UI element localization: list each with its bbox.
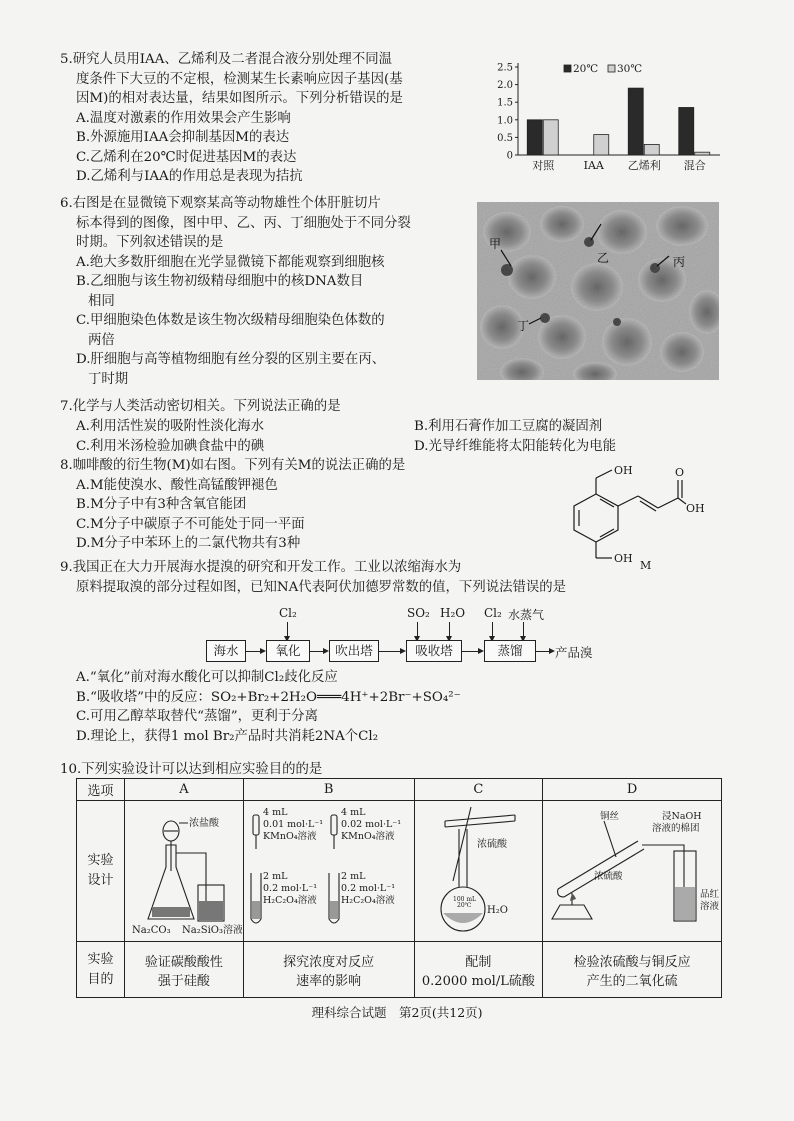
bar-20℃-对照 xyxy=(527,120,542,155)
bar-30℃-混合 xyxy=(695,152,710,155)
flow-input-steam: 水蒸气 xyxy=(508,608,545,622)
table-header-option: 选项 xyxy=(77,779,125,801)
q6-option-c: C.甲细胞染色体数是该生物次级精母细胞染色体数的 xyxy=(76,313,385,328)
svg-text:浓硫酸: 浓硫酸 xyxy=(477,839,508,850)
q7-stem: 7.化学与人类活动密切相关。下列说法正确的是 xyxy=(60,399,341,414)
row-label-design: 实验设计 xyxy=(77,801,125,942)
experiment-table xyxy=(76,778,722,998)
category-label: 混合 xyxy=(683,159,706,172)
svg-text:铜丝: 铜丝 xyxy=(600,811,620,822)
q9-option-d: D.理论上，获得1 mol Br₂产品时共消耗2NA个Cl₂ xyxy=(76,728,379,744)
q6-stem-line: 标本得到的图像，图中甲、乙、丙、丁细胞处于不同分裂 xyxy=(76,215,411,231)
row-label-purpose: 实验目的 xyxy=(77,942,125,998)
q5-stem-line: 因M)的相对表达量，结果如图所示。下列分析错误的是 xyxy=(76,91,403,106)
legend-swatch xyxy=(608,65,615,72)
cell-label-bing: 丙 xyxy=(673,255,686,269)
svg-text:浸NaOH: 浸NaOH xyxy=(662,811,702,822)
q6-stem-line: 时期。下列叙述错误的是 xyxy=(76,235,224,250)
y-tick-label: 0.5 xyxy=(497,132,513,144)
category-label: 对照 xyxy=(532,159,555,172)
apparatus-d xyxy=(544,801,720,937)
flow-product: 产品溴 xyxy=(555,645,593,660)
q5-stem-line: 度条件下大豆的不定根，检测某生长素响应因子基因(基 xyxy=(76,71,403,87)
struct-oh-bottom: OH xyxy=(614,552,633,565)
molecule-m-structure xyxy=(560,462,730,572)
reagent-label: 2 mL xyxy=(340,871,366,882)
reagent-label: 0.2 mol·L⁻¹ xyxy=(340,883,395,894)
svg-text:Na₂CO₃: Na₂CO₃ xyxy=(131,925,171,936)
q10-stem: 10.下列实验设计可以达到相应实验目的的是 xyxy=(60,762,323,777)
y-tick-label: 2.5 xyxy=(497,62,513,74)
svg-text:溶液: 溶液 xyxy=(700,901,720,912)
svg-text:100 mL: 100 mL xyxy=(453,896,477,903)
table-header-c: C xyxy=(414,779,543,801)
question-9 xyxy=(60,558,760,597)
struct-oh-acid: OH xyxy=(686,502,705,515)
category-label: 乙烯利 xyxy=(627,159,661,172)
reagent-label: KMnO₄溶液 xyxy=(262,831,317,842)
chart-ticks xyxy=(497,63,518,162)
q6-option-d: D.肝细胞与高等植物细胞有丝分裂的区别主要在丙、 xyxy=(76,352,386,367)
flow-input-cl2-2: Cl₂ xyxy=(484,606,502,620)
q5-option-c: C.乙烯利在20℃时促进基因M的表达 xyxy=(76,149,297,165)
design-c xyxy=(414,801,543,942)
reagent-label: 2 mL xyxy=(262,871,288,882)
question-6 xyxy=(60,194,480,389)
question-8 xyxy=(60,456,540,554)
struct-o: O xyxy=(675,466,685,479)
flow-input-h2o: H₂O xyxy=(440,606,466,620)
purpose-c: 配制 0.2000 mol/L硫酸 xyxy=(414,942,543,998)
q6-option-b: B.乙细胞与该生物初级精母细胞中的核DNA数目 xyxy=(76,274,364,289)
legend-label: 20℃ xyxy=(573,63,599,75)
svg-text:品红: 品红 xyxy=(700,889,720,900)
bar-20℃-混合 xyxy=(679,107,694,155)
table-header-d: D xyxy=(543,779,722,801)
q8-option-a: A.M能使溴水、酸性高锰酸钾褪色 xyxy=(76,477,278,493)
svg-text:浓盐酸: 浓盐酸 xyxy=(188,818,219,829)
q6-option-c-cont: 两倍 xyxy=(88,332,115,348)
flow-box-distillation: 蒸馏 xyxy=(484,640,536,662)
legend-swatch xyxy=(564,65,571,72)
question-5 xyxy=(60,50,480,187)
q6-stem-line: 6.右图是在显微镜下观察某高等动物雄性个体肝脏切片 xyxy=(60,196,381,211)
flow-box-seawater: 海水 xyxy=(206,640,246,662)
reagent-label: 0.01 mol·L⁻¹ xyxy=(262,819,323,830)
q6-option-b-cont: 相同 xyxy=(88,293,115,309)
q5-option-b: B.外源施用IAA会抑制基因M的表达 xyxy=(76,130,290,145)
design-a xyxy=(125,801,244,942)
svg-text:浓硫酸: 浓硫酸 xyxy=(594,871,623,882)
expression-bar-chart xyxy=(488,55,723,180)
reagent-label: H₂C₂O₄溶液 xyxy=(340,895,395,906)
category-label: IAA xyxy=(583,159,604,172)
q8-stem: 8.咖啡酸的衍生物(M)如右图。下列有关M的说法正确的是 xyxy=(60,458,406,473)
y-tick-label: 2.0 xyxy=(497,80,513,92)
micrograph-image xyxy=(477,202,719,380)
cell-label-yi: 乙 xyxy=(597,251,610,265)
purpose-b: 探究浓度对反应 速率的影响 xyxy=(243,942,414,998)
bar-30℃-对照 xyxy=(543,120,558,155)
struct-oh-top: OH xyxy=(614,464,633,477)
q7-option-b: B.利用石膏作加工豆腐的凝固剂 xyxy=(414,419,603,434)
reagent-label: 0.02 mol·L⁻¹ xyxy=(340,819,401,830)
q7-option-a: A.利用活性炭的吸附性淡化海水 xyxy=(76,419,265,434)
struct-name: M xyxy=(640,559,652,572)
question-9-options xyxy=(76,668,756,746)
table-header-b: B xyxy=(243,779,414,801)
chart-legend xyxy=(564,63,642,75)
svg-text:Na₂SiO₃溶液: Na₂SiO₃溶液 xyxy=(181,925,242,936)
apparatus-b xyxy=(245,801,413,937)
purpose-a: 验证碳酸酸性 强于硅酸 xyxy=(125,942,244,998)
y-tick-label: 0 xyxy=(506,150,513,162)
y-tick-label: 1.0 xyxy=(497,115,513,127)
q9-stem-line: 9.我国正在大力开展海水提溴的研究和开发工作。工业以浓缩海水为 xyxy=(60,560,462,575)
cell-label-ding: 丁 xyxy=(517,319,530,333)
reagent-label: KMnO₄溶液 xyxy=(340,831,395,842)
svg-text:溶液的棉团: 溶液的棉团 xyxy=(652,823,700,834)
reagent-label: 0.2 mol·L⁻¹ xyxy=(262,883,317,894)
q7-option-c: C.利用米汤检验加碘食盐中的碘 xyxy=(76,439,265,454)
reagent-label: 4 mL xyxy=(262,807,288,818)
q9-option-b: B.“吸收塔”中的反应：SO₂+Br₂+2H₂O═══4H⁺+2Br⁻+SO₄²⁻ xyxy=(76,689,461,705)
q7-option-d: D.光导纤维能将太阳能转化为电能 xyxy=(414,439,616,454)
q5-option-a: A.温度对激素的作用效果会产生影响 xyxy=(76,110,291,126)
page-footer: 理科综合试题 第2页(共12页) xyxy=(311,1005,483,1020)
q5-option-d: D.乙烯利与IAA的作用总是表现为拮抗 xyxy=(76,169,303,184)
design-b xyxy=(243,801,414,942)
q8-option-d: D.M分子中苯环上的二氯代物共有3种 xyxy=(76,536,301,551)
flow-box-blowing-tower: 吹出塔 xyxy=(329,640,379,662)
bar-30℃-IAA xyxy=(594,135,609,155)
flow-input-so2: SO₂ xyxy=(407,606,430,620)
q5-stem-line: 5.研究人员用IAA、乙烯利及二者混合液分别处理不同温 xyxy=(60,52,392,67)
q8-option-b: B.M分子中有3种含氧官能团 xyxy=(76,497,247,512)
svg-text:20℃: 20℃ xyxy=(457,902,472,909)
apparatus-a xyxy=(126,801,242,937)
flow-box-oxidation: 氧化 xyxy=(266,640,310,662)
q8-option-c: C.M分子中碳原子不可能处于同一平面 xyxy=(76,516,305,532)
q6-option-d-cont: 丁时期 xyxy=(88,371,129,387)
cell-label-jia: 甲 xyxy=(489,237,502,251)
legend-label: 30℃ xyxy=(617,63,643,75)
flow-box-absorption-tower: 吸收塔 xyxy=(406,640,462,662)
q6-option-a: A.绝大多数肝细胞在光学显微镜下都能观察到细胞核 xyxy=(76,254,385,270)
reagent-label: H₂C₂O₄溶液 xyxy=(262,895,317,906)
chart-categories xyxy=(532,158,706,172)
design-d xyxy=(543,801,722,942)
bar-20℃-乙烯利 xyxy=(628,88,643,155)
y-tick-label: 1.5 xyxy=(497,97,513,109)
apparatus-c xyxy=(415,801,541,937)
svg-text:H₂O: H₂O xyxy=(487,905,509,916)
q9-option-a: A.“氧化”前对海水酸化可以抑制Cl₂歧化反应 xyxy=(76,670,338,685)
q9-stem-line: 原料提取溴的部分过程如图，已知NA代表阿伏加德罗常数的值，下列说法错误的是 xyxy=(76,579,567,595)
flow-input-cl2-1: Cl₂ xyxy=(279,606,297,620)
purpose-d: 检验浓硫酸与铜反应 产生的二氧化硫 xyxy=(543,942,722,998)
bar-30℃-乙烯利 xyxy=(644,144,659,155)
q9-option-c: C.可用乙醇萃取替代“蒸馏”，更利于分离 xyxy=(76,709,318,724)
table-header-a: A xyxy=(125,779,244,801)
chart-bars xyxy=(527,88,710,155)
reagent-label: 4 mL xyxy=(340,807,366,818)
